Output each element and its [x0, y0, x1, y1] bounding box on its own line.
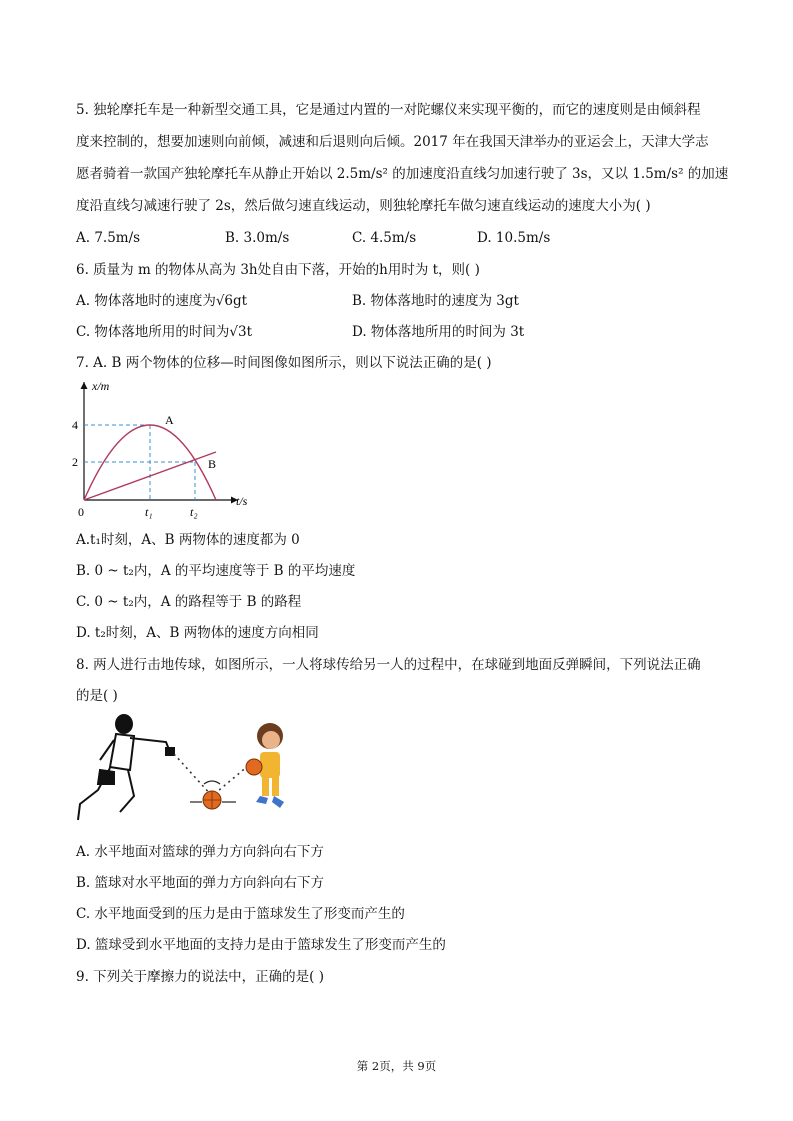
q5-line-2: 度来控制的，想要加速则向前倾，减速和后退则向后倾。2017 年在我国天津举办的亚运会上，天津大学志: [76, 134, 709, 150]
q5-option-c: C. 4.5m/s: [352, 230, 417, 246]
q7-option-d: D. t₂时刻，A、B 两物体的速度方向相同: [76, 625, 319, 641]
series-b-label: B: [208, 457, 217, 471]
ball-path: [174, 754, 248, 796]
q7-stem: 7. A. B 两个物体的位移—时间图像如图所示，则以下说法正确的是( ): [76, 355, 492, 371]
q7-option-c: C. 0 ~ t₂内，A 的路程等于 B 的路程: [76, 594, 302, 610]
xt-graph: [70, 376, 270, 524]
receiver-kid: [246, 723, 284, 808]
y-axis-label: x/m: [92, 379, 110, 393]
q7-option-a: A.t₁时刻，A、B 两物体的速度都为 0: [76, 532, 300, 548]
bounce-pass-illustration: [70, 712, 300, 832]
q6-option-d: D. 物体落地所用的时间为 3t: [352, 324, 525, 340]
q8-option-d: D. 篮球受到水平地面的支持力是由于篮球发生了形变而产生的: [76, 937, 446, 953]
tick-y2: 2: [72, 455, 78, 469]
series-a-label: A: [165, 413, 174, 427]
q8-option-c: C. 水平地面受到的压力是由于篮球发生了形变而产生的: [76, 906, 405, 922]
page-footer: 第 2页，共 9页: [356, 1059, 437, 1073]
q8-line-1: 8. 两人进行击地传球，如图所示，一人将球传给另一人的过程中，在球碰到地面反弹瞬间，下列说法正确: [76, 657, 701, 673]
passer-figure: [78, 715, 174, 820]
tick-t2: t₂: [190, 505, 198, 519]
q6-stem: 6. 质量为 m 的物体从高为 3h处自由下落，开始的h用时为 t，则( ): [76, 262, 480, 278]
q5-line-3: 愿者骑着一款国产独轮摩托车从静止开始以 2.5m/s² 的加速度沿直线匀加速行驶了 3s，又以 1.5m/s² 的加速: [76, 166, 729, 182]
tick-t1: t₁: [145, 505, 153, 519]
q5-line-1: 5. 独轮摩托车是一种新型交通工具，它是通过内置的一对陀螺仪来实现平衡的，而它的速度则是由倾斜程: [76, 102, 701, 118]
line-b: [84, 452, 216, 500]
x-axis-label: t/s: [236, 494, 248, 508]
angle-arc: [204, 781, 220, 784]
q9-stem: 9. 下列关于摩擦力的说法中，正确的是( ): [76, 969, 324, 985]
q5-line-4: 度沿直线匀减速行驶了 2s，然后做匀速直线运动，则独轮摩托车做匀速直线运动的速度大小为( ): [76, 198, 651, 214]
q8-option-b: B. 篮球对水平地面的弹力方向斜向右下方: [76, 875, 325, 891]
q5-option-a: A. 7.5m/s: [76, 230, 141, 246]
q6-option-c: C. 物体落地所用的时间为√3t: [76, 324, 253, 340]
q7-option-b: B. 0 ~ t₂内，A 的平均速度等于 B 的平均速度: [76, 563, 356, 579]
q8-option-a: A. 水平地面对篮球的弹力方向斜向右下方: [76, 844, 324, 860]
q5-option-b: B. 3.0m/s: [225, 230, 290, 246]
q8-line-2: 的是( ): [76, 688, 118, 704]
q6-option-a: A. 物体落地时的速度为√6gt: [76, 293, 248, 309]
basketball-held: [246, 759, 262, 775]
q5-option-d: D. 10.5m/s: [477, 230, 551, 246]
tick-y4: 4: [72, 418, 78, 432]
q6-option-b: B. 物体落地时的速度为 3gt: [352, 293, 519, 309]
origin-label: 0: [78, 505, 84, 519]
